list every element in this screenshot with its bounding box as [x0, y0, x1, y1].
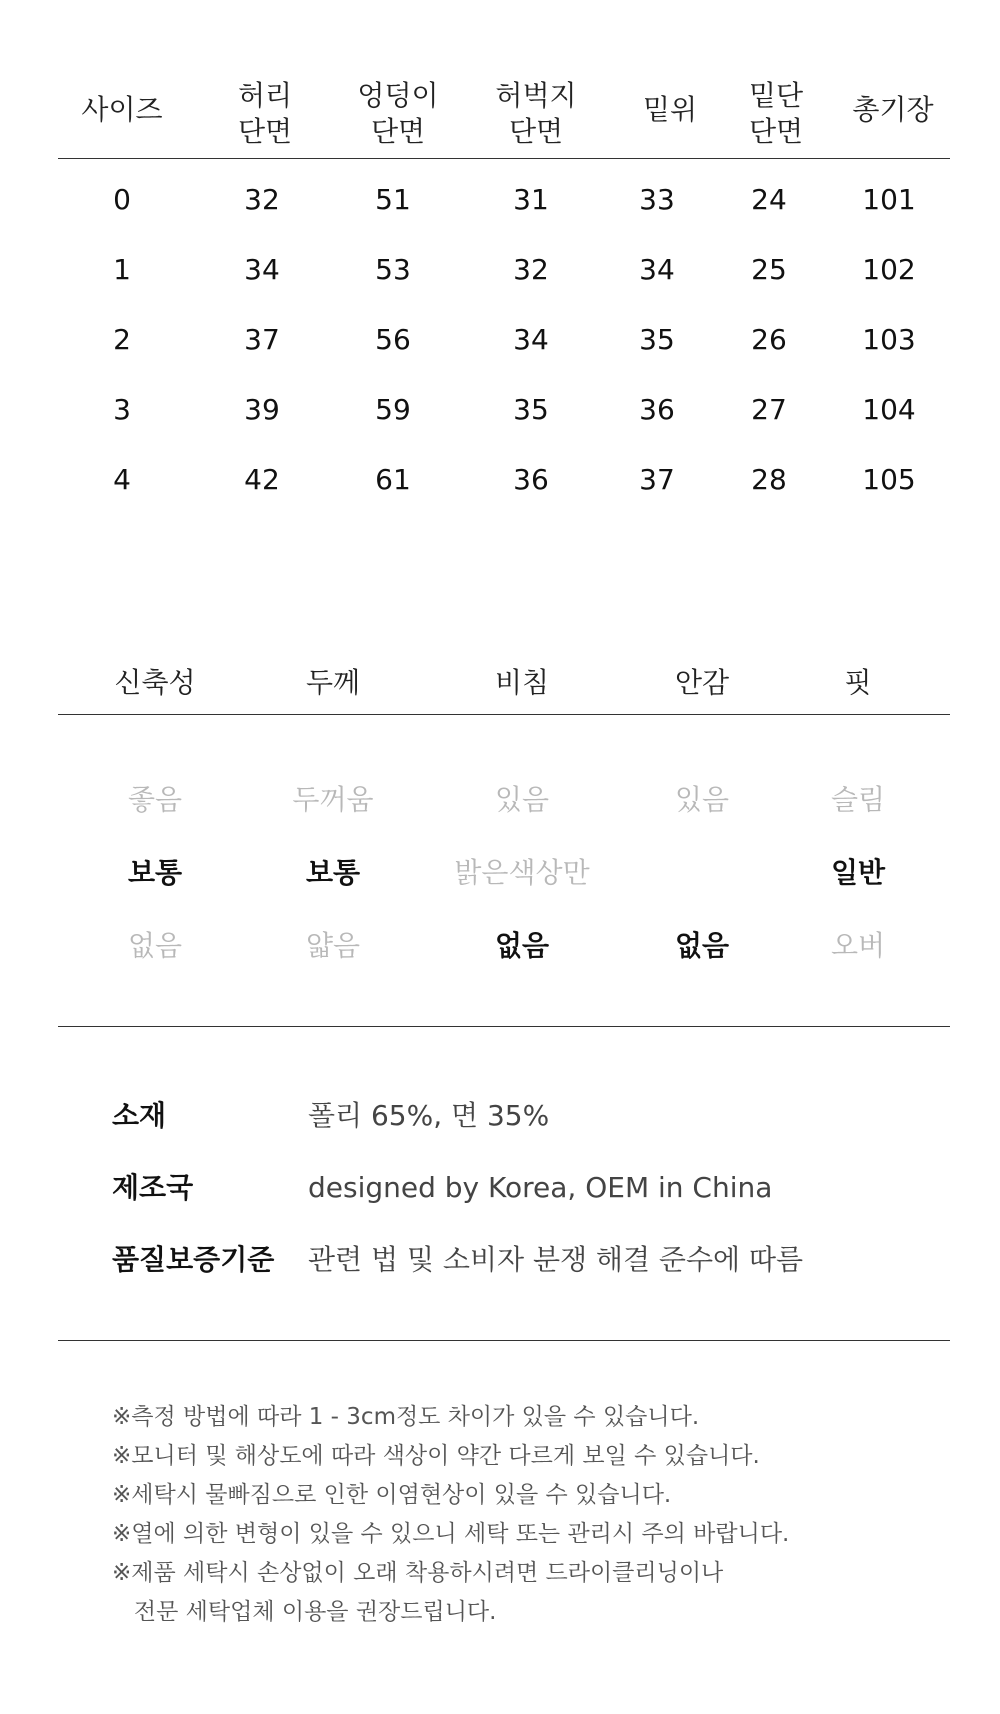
info-value-origin: designed by Korea, OEM in China: [308, 1171, 773, 1204]
info-value-material: 폴리 65%, 면 35%: [308, 1099, 550, 1132]
note-line: ※세탁시 물빠짐으로 인한 이염현상이 있을 수 있습니다.: [112, 1482, 672, 1508]
cell-length: 101: [862, 183, 916, 216]
header-rise-text: 밑위: [642, 93, 698, 126]
cell-thigh: 35: [513, 393, 549, 426]
cell-hip: 56: [375, 323, 411, 356]
opt-stretch-good: 좋음: [127, 783, 183, 816]
cell-waist: 32: [244, 183, 280, 216]
opt-lining-none: 없음: [674, 929, 730, 962]
opt-sheer-none: 없음: [494, 929, 550, 962]
cell-thigh: 36: [513, 463, 549, 496]
prop-header-stretch: 신축성: [114, 666, 196, 699]
prop-header-sheerness: 비침: [494, 666, 550, 699]
cell-size: 1: [113, 253, 131, 286]
table-row: [0, 180, 1000, 220]
opt-fit-slim: 슬림: [830, 783, 886, 816]
cell-hem: 24: [751, 183, 787, 216]
cell-rise: 36: [639, 393, 675, 426]
info-label-origin: 제조국: [112, 1171, 194, 1204]
opt-lining-yes: 있음: [674, 783, 730, 816]
cell-hem: 27: [751, 393, 787, 426]
header-hip-line2: 단면: [370, 115, 426, 148]
cell-hem: 26: [751, 323, 787, 356]
prop-bottom-divider: [58, 1026, 950, 1027]
info-bottom-divider: [58, 1340, 950, 1341]
opt-thickness-thin: 얇음: [305, 929, 361, 962]
note-line: ※측정 방법에 따라 1 - 3cm정도 차이가 있을 수 있습니다.: [112, 1404, 700, 1430]
cell-size: 0: [113, 183, 131, 216]
note-line: ※제품 세탁시 손상없이 오래 착용하시려면 드라이클리닝이나: [112, 1560, 724, 1586]
opt-fit-over: 오버: [830, 929, 886, 962]
cell-waist: 34: [244, 253, 280, 286]
header-waist-line1: 허리: [237, 79, 293, 112]
header-hem-line2: 단면: [748, 115, 804, 148]
header-hip-line1: 엉덩이: [357, 79, 439, 112]
table-row: [0, 460, 1000, 500]
header-thigh-line1: 허벅지: [495, 79, 577, 112]
header-hem: [726, 78, 826, 150]
table-row: [0, 320, 1000, 360]
prop-header-divider: [58, 714, 950, 715]
header-length: [838, 92, 948, 128]
cell-thigh: 32: [513, 253, 549, 286]
header-hip: [338, 78, 458, 150]
table-row: [0, 390, 1000, 430]
cell-waist: 42: [244, 463, 280, 496]
prop-header-fit: 핏: [844, 666, 872, 699]
header-rise: [620, 92, 720, 128]
cell-hip: 59: [375, 393, 411, 426]
table-row: [0, 250, 1000, 290]
info-value-quality: 관련 법 및 소비자 분쟁 해결 준수에 따름: [308, 1243, 804, 1276]
opt-sheer-light-only: 밝은색상만: [454, 856, 590, 889]
cell-length: 103: [862, 323, 916, 356]
note-line: ※모니터 및 해상도에 따라 색상이 약간 다르게 보일 수 있습니다.: [112, 1443, 760, 1469]
cell-hip: 61: [375, 463, 411, 496]
header-waist-line2: 단면: [237, 115, 293, 148]
cell-size: 4: [113, 463, 131, 496]
cell-thigh: 31: [513, 183, 549, 216]
cell-size: 2: [113, 323, 131, 356]
header-waist: [215, 78, 315, 150]
opt-sheer-yes: 있음: [494, 783, 550, 816]
cell-hem: 28: [751, 463, 787, 496]
cell-rise: 33: [639, 183, 675, 216]
header-size: [62, 92, 182, 128]
header-thigh-line2: 단면: [508, 115, 564, 148]
cell-rise: 34: [639, 253, 675, 286]
note-line: 전문 세탁업체 이용을 권장드립니다.: [112, 1599, 497, 1625]
cell-waist: 37: [244, 323, 280, 356]
info-label-quality: 품질보증기준: [112, 1243, 275, 1276]
cell-length: 105: [862, 463, 916, 496]
header-thigh: [476, 78, 596, 150]
header-length-text: 총기장: [852, 93, 934, 126]
cell-length: 102: [862, 253, 916, 286]
cell-waist: 39: [244, 393, 280, 426]
opt-thickness-thick: 두꺼움: [292, 783, 374, 816]
cell-size: 3: [113, 393, 131, 426]
cell-thigh: 34: [513, 323, 549, 356]
cell-rise: 37: [639, 463, 675, 496]
table-header-divider: [58, 158, 950, 159]
header-size-text: 사이즈: [81, 93, 163, 126]
header-hem-line1: 밑단: [748, 79, 804, 112]
prop-header-lining: 안감: [674, 666, 730, 699]
opt-stretch-none: 없음: [127, 929, 183, 962]
prop-header-thickness: 두께: [305, 666, 361, 699]
opt-stretch-normal: 보통: [127, 856, 183, 889]
cell-hem: 25: [751, 253, 787, 286]
opt-fit-regular: 일반: [830, 856, 886, 889]
cell-hip: 51: [375, 183, 411, 216]
cell-hip: 53: [375, 253, 411, 286]
cell-length: 104: [862, 393, 916, 426]
opt-thickness-normal: 보통: [305, 856, 361, 889]
cell-rise: 35: [639, 323, 675, 356]
info-label-material: 소재: [112, 1099, 167, 1132]
note-line: ※열에 의한 변형이 있을 수 있으니 세탁 또는 관리시 주의 바랍니다.: [112, 1521, 790, 1547]
